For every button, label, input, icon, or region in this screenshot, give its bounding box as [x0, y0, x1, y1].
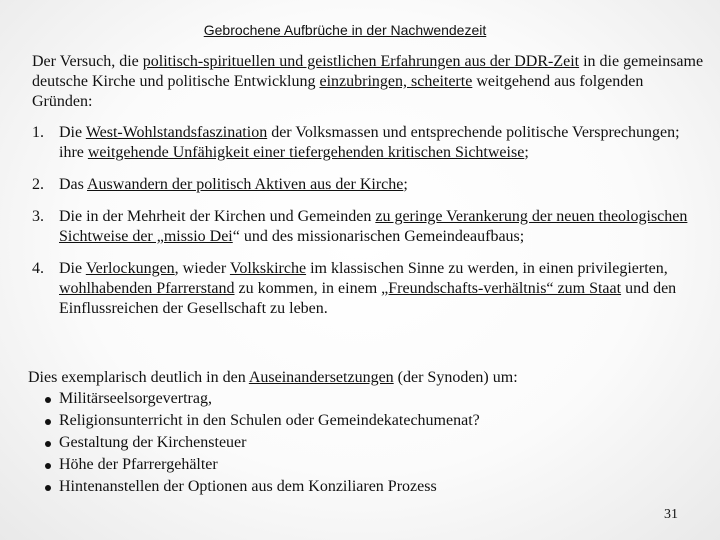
list-item [44, 454, 694, 476]
bullet-text: Gestaltung der Kirchensteuer [59, 434, 247, 451]
bullet-icon [45, 485, 51, 491]
item-text: und den Einflussreichen der Gesellschaft zu leben. [59, 280, 677, 317]
bullet-text: Religionsunterricht in den Schulen oder Gemeindekatechumenat? [59, 412, 480, 429]
list-item [32, 207, 704, 247]
item-number: 1. [32, 124, 44, 141]
item-underlined-text: Auswandern der politisch Aktiven aus der Kirche [87, 176, 404, 193]
list-item [32, 123, 704, 163]
item-text: Die [59, 124, 86, 141]
reasons-list [32, 123, 704, 331]
outro-text-2: (der Synoden) um: [393, 369, 518, 386]
item-underlined-text: „Freundschafts-verhältnis“ zum Staat [381, 280, 622, 297]
item-number: 2. [32, 176, 44, 193]
item-text: Die [59, 260, 86, 277]
bullet-icon [45, 419, 51, 425]
list-item [44, 432, 694, 454]
item-underlined-text: weitgehende Unfähigkeit einer tiefergehenden kritischen Sichtweise [87, 144, 525, 161]
outro-text-1: Dies exemplarisch deutlich in den [28, 369, 249, 386]
item-underlined-text: wohlhabenden Pfarrerstand [59, 280, 235, 297]
bullet-icon [45, 463, 51, 469]
item-number: 3. [32, 208, 44, 225]
item-text: , wieder [174, 260, 230, 277]
bullet-text: Militärseelsorgevertrag, [59, 390, 212, 407]
page-number: 31 [664, 507, 678, 522]
item-number: 4. [32, 260, 44, 277]
item-underlined-text: Volkskirche [229, 260, 307, 277]
topics-list [44, 388, 694, 498]
intro-text-2: in die gemeinsame deutsche Kirche und politische Entwicklung [32, 53, 704, 90]
item-text: der Volksmassen und entsprechende politische Versprechungen; ihre [59, 124, 680, 161]
item-text: zu kommen, in einem [234, 280, 382, 297]
intro-underlined-2: einzubringen, scheiterte [319, 73, 473, 90]
bullet-text: Hintenanstellen der Optionen aus dem Konziliaren Prozess [59, 478, 437, 495]
list-item [44, 388, 694, 410]
intro-text-3: weitgehend aus folgenden Gründen: [32, 73, 644, 110]
intro-text-1: Der Versuch, die [32, 53, 143, 70]
outro-underlined: Auseinandersetzungen [248, 369, 394, 386]
list-item [44, 476, 694, 498]
outro-paragraph [28, 368, 708, 388]
item-underlined-text: Verlockungen [85, 260, 175, 277]
intro-paragraph [32, 52, 704, 112]
list-item [32, 259, 704, 319]
list-item [32, 175, 704, 195]
item-text: “ und des missionarischen Gemeindeaufbaus; [232, 228, 525, 245]
item-text: Die in der Mehrheit der Kirchen und Gemeinden [59, 208, 376, 225]
item-text: ; [403, 176, 408, 193]
item-text: im klassischen Sinne zu werden, in einen privilegierten, [306, 260, 668, 277]
item-text: Das [59, 176, 87, 193]
intro-underlined-1: politisch-spirituellen und geistlichen Erfahrungen aus der DDR-Zeit [142, 53, 580, 70]
slide-title: Gebrochene Aufbrüche in der Nachwendezeit [203, 22, 487, 38]
item-text: ; [524, 144, 529, 161]
item-underlined-text: West-Wohlstandsfaszination [85, 124, 268, 141]
list-item [44, 410, 694, 432]
item-underlined-text: zu geringe Verankerung der neuen theologischen Sichtweise der „missio Dei [59, 208, 688, 245]
bullet-icon [45, 441, 51, 447]
bullet-text: Höhe der Pfarrergehälter [59, 456, 218, 473]
bullet-icon [45, 397, 51, 403]
